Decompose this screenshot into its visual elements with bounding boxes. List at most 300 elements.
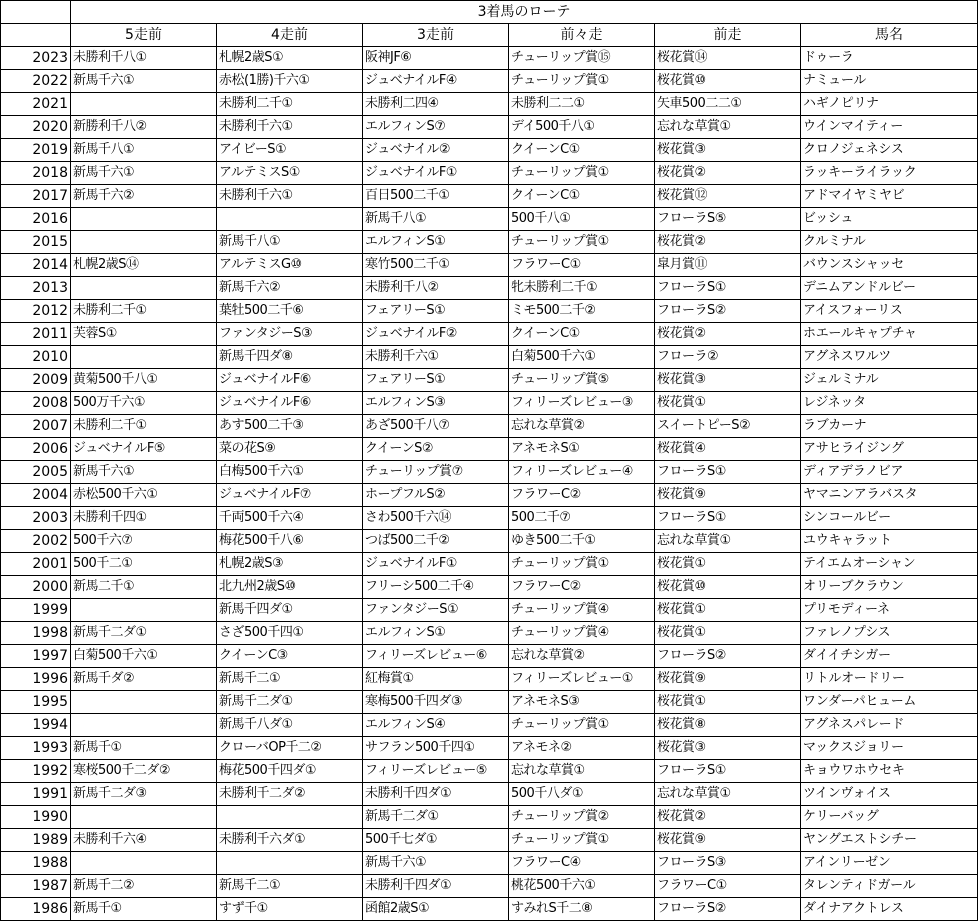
race-cell[interactable]: フラワーC② (509, 576, 655, 599)
year-cell[interactable]: 2020 (1, 116, 71, 139)
horse-name-cell[interactable]: ホエールキャプチャ (801, 323, 978, 346)
race-cell[interactable]: 札幌2歳S① (217, 47, 363, 70)
race-cell[interactable]: フローラS② (655, 898, 801, 921)
horse-name-cell[interactable]: プリモディーネ (801, 599, 978, 622)
race-cell[interactable]: 忘れな草賞① (655, 530, 801, 553)
race-cell[interactable]: ジュベナイルF⑦ (217, 484, 363, 507)
year-cell[interactable]: 2010 (1, 346, 71, 369)
table-row (1, 507, 978, 530)
race-cell[interactable]: クイーンS② (363, 438, 509, 461)
column-header[interactable]: 5走前 (71, 24, 217, 47)
race-cell[interactable]: 桜花賞① (655, 622, 801, 645)
year-cell[interactable]: 1997 (1, 645, 71, 668)
horse-name-cell[interactable]: ケリーバッグ (801, 806, 978, 829)
year-cell[interactable]: 2005 (1, 461, 71, 484)
race-cell[interactable]: 未勝利千六① (217, 185, 363, 208)
horse-name-cell[interactable]: ラッキーライラック (801, 162, 978, 185)
race-cell[interactable]: 未勝利二四④ (363, 93, 509, 116)
race-cell[interactable]: 桜花賞⑩ (655, 70, 801, 93)
race-cell[interactable]: チューリップ賞① (509, 553, 655, 576)
race-cell[interactable]: 白菊500千六① (71, 645, 217, 668)
race-cell[interactable]: 紅梅賞① (363, 668, 509, 691)
table-row (1, 208, 978, 231)
race-cell[interactable]: すず千① (217, 898, 363, 921)
year-cell[interactable]: 2006 (1, 438, 71, 461)
race-cell[interactable]: 桜花賞① (655, 599, 801, 622)
year-cell[interactable]: 2000 (1, 576, 71, 599)
year-cell[interactable]: 1993 (1, 737, 71, 760)
race-cell[interactable] (71, 806, 217, 829)
race-cell[interactable]: 黄菊500千八① (71, 369, 217, 392)
race-cell[interactable]: 白梅500千六① (217, 461, 363, 484)
horse-name-cell[interactable]: クルミナル (801, 231, 978, 254)
table-row (1, 668, 978, 691)
race-cell[interactable]: 新馬千八① (71, 139, 217, 162)
race-cell[interactable]: 新勝利千八② (71, 116, 217, 139)
race-cell[interactable]: アルテミスG⑩ (217, 254, 363, 277)
race-cell[interactable]: 寒竹500二千① (363, 254, 509, 277)
race-cell[interactable]: 皐月賞⑪ (655, 254, 801, 277)
year-cell[interactable]: 2017 (1, 185, 71, 208)
race-cell[interactable]: 千両500千六④ (217, 507, 363, 530)
race-cell[interactable]: 未勝利千六④ (71, 829, 217, 852)
race-cell[interactable]: デイ500千八① (509, 116, 655, 139)
race-cell[interactable]: 新馬千二ダ① (71, 622, 217, 645)
race-cell[interactable]: 桜花賞② (655, 806, 801, 829)
year-cell[interactable]: 1995 (1, 691, 71, 714)
race-cell[interactable]: あす500二千③ (217, 415, 363, 438)
race-cell[interactable]: 寒梅500千四ダ③ (363, 691, 509, 714)
race-cell[interactable]: フィリーズレビュー⑤ (363, 760, 509, 783)
year-cell[interactable]: 1991 (1, 783, 71, 806)
race-cell[interactable]: 新馬千六② (71, 185, 217, 208)
race-cell[interactable]: あざ500千八⑦ (363, 415, 509, 438)
race-cell[interactable]: 桜花賞③ (655, 737, 801, 760)
race-cell[interactable]: フローラS① (655, 507, 801, 530)
race-cell[interactable]: 新馬千六① (71, 461, 217, 484)
year-cell[interactable]: 2003 (1, 507, 71, 530)
race-cell[interactable]: 桜花賞⑧ (655, 714, 801, 737)
race-cell[interactable]: 新馬千八① (217, 231, 363, 254)
race-cell[interactable]: 忘れな草賞② (509, 645, 655, 668)
race-cell[interactable]: ジュベナイルF① (363, 553, 509, 576)
year-cell[interactable]: 2004 (1, 484, 71, 507)
race-cell[interactable]: ジュベナイルF⑥ (217, 369, 363, 392)
year-cell[interactable]: 2012 (1, 300, 71, 323)
horse-name-cell[interactable]: ナミュール (801, 70, 978, 93)
race-cell[interactable]: 桜花賞① (655, 691, 801, 714)
race-cell[interactable] (217, 806, 363, 829)
race-cell[interactable]: フリーシ500二千④ (363, 576, 509, 599)
horse-name-cell[interactable]: レジネッタ (801, 392, 978, 415)
year-cell[interactable]: 1987 (1, 875, 71, 898)
horse-name-cell[interactable]: ヤングエストシチー (801, 829, 978, 852)
race-cell[interactable]: さざ500千四① (217, 622, 363, 645)
year-cell[interactable]: 2019 (1, 139, 71, 162)
race-cell[interactable]: 芙蓉S① (71, 323, 217, 346)
horse-name-cell[interactable]: ユウキャラット (801, 530, 978, 553)
race-cell[interactable]: フローラS① (655, 760, 801, 783)
race-cell[interactable]: 新馬千① (71, 898, 217, 921)
column-header[interactable]: 馬名 (801, 24, 978, 47)
table-row (1, 438, 978, 461)
race-cell[interactable]: 未勝利二千① (71, 415, 217, 438)
race-cell[interactable]: クイーンC① (509, 185, 655, 208)
horse-name-cell[interactable]: アグネスパレード (801, 714, 978, 737)
horse-name-cell[interactable]: ラブカーナ (801, 415, 978, 438)
race-cell[interactable]: 葉牡500二千⑥ (217, 300, 363, 323)
race-cell[interactable]: フィリーズレビュー④ (509, 461, 655, 484)
race-cell[interactable]: 忘れな草賞① (655, 783, 801, 806)
table-row (1, 576, 978, 599)
race-cell[interactable]: 新馬千二ダ③ (71, 783, 217, 806)
race-cell[interactable]: 菜の花S⑨ (217, 438, 363, 461)
horse-name-cell[interactable]: タレンティドガール (801, 875, 978, 898)
race-cell[interactable]: ゆき500二千① (509, 530, 655, 553)
table-row (1, 737, 978, 760)
year-cell[interactable]: 1992 (1, 760, 71, 783)
horse-name-cell[interactable]: ウインマイティー (801, 116, 978, 139)
race-cell[interactable]: 未勝利二千① (217, 93, 363, 116)
race-cell[interactable]: 新馬千四ダ① (217, 599, 363, 622)
race-cell[interactable]: 矢車500二二① (655, 93, 801, 116)
year-cell[interactable]: 1990 (1, 806, 71, 829)
table-row (1, 461, 978, 484)
race-cell[interactable]: 新馬千八ダ① (217, 714, 363, 737)
race-cell[interactable] (71, 208, 217, 231)
race-cell[interactable]: クイーンC① (509, 139, 655, 162)
race-cell[interactable]: 桜花賞⑨ (655, 668, 801, 691)
race-cell[interactable]: 桃花500千六① (509, 875, 655, 898)
race-cell[interactable]: 阪神JF⑥ (363, 47, 509, 70)
race-cell[interactable]: 忘れな草賞② (509, 415, 655, 438)
horse-name-cell[interactable]: バウンスシャッセ (801, 254, 978, 277)
horse-name-cell[interactable]: アサヒライジング (801, 438, 978, 461)
race-cell[interactable]: フラワーC② (509, 484, 655, 507)
race-cell[interactable]: アイビーS① (217, 139, 363, 162)
year-header-cell[interactable] (1, 24, 71, 47)
horse-name-cell[interactable]: アグネスワルツ (801, 346, 978, 369)
race-cell[interactable]: エルフィンS④ (363, 714, 509, 737)
race-cell[interactable]: 赤松500千六① (71, 484, 217, 507)
race-cell[interactable]: 新馬千二ダ① (363, 806, 509, 829)
race-cell[interactable]: エルフィンS① (363, 622, 509, 645)
race-cell[interactable]: ジュベナイルF④ (363, 70, 509, 93)
race-cell[interactable]: 忘れな草賞① (655, 116, 801, 139)
race-cell[interactable]: 札幌2歳S⑭ (71, 254, 217, 277)
race-cell[interactable]: 桜花賞① (655, 553, 801, 576)
horse-name-cell[interactable]: クロノジェネシス (801, 139, 978, 162)
race-cell[interactable] (217, 208, 363, 231)
race-cell[interactable]: チューリップ賞① (509, 829, 655, 852)
race-cell[interactable]: 桜花賞⑫ (655, 185, 801, 208)
race-cell[interactable]: 未勝利千四① (71, 507, 217, 530)
race-cell[interactable]: フィリーズレビュー⑥ (363, 645, 509, 668)
race-cell[interactable]: フィリーズレビュー③ (509, 392, 655, 415)
race-cell[interactable]: 未勝利千四ダ① (363, 783, 509, 806)
year-cell[interactable]: 2015 (1, 231, 71, 254)
race-cell[interactable]: 未勝利千六① (363, 346, 509, 369)
race-cell[interactable] (71, 93, 217, 116)
year-cell[interactable]: 2018 (1, 162, 71, 185)
race-cell[interactable]: 桜花賞⑨ (655, 829, 801, 852)
race-cell[interactable]: フローラS② (655, 300, 801, 323)
race-cell[interactable]: アネモネS③ (509, 691, 655, 714)
race-cell[interactable]: フローラS③ (655, 852, 801, 875)
race-cell[interactable]: チューリップ賞⑦ (363, 461, 509, 484)
race-cell[interactable]: 桜花賞④ (655, 438, 801, 461)
race-cell[interactable]: 500千八ダ① (509, 783, 655, 806)
race-cell[interactable]: 寒桜500千二ダ② (71, 760, 217, 783)
race-cell[interactable]: さわ500千六⑭ (363, 507, 509, 530)
year-cell[interactable]: 2008 (1, 392, 71, 415)
race-cell[interactable]: 桜花賞② (655, 162, 801, 185)
race-cell[interactable]: フラワーC① (655, 875, 801, 898)
race-cell[interactable]: 新馬千四ダ⑧ (217, 346, 363, 369)
race-cell[interactable]: ミモ500二千② (509, 300, 655, 323)
year-cell[interactable]: 2001 (1, 553, 71, 576)
race-cell[interactable]: 新馬千二ダ① (217, 691, 363, 714)
race-cell[interactable]: 桜花賞③ (655, 139, 801, 162)
column-header[interactable]: 4走前 (217, 24, 363, 47)
table-row (1, 70, 978, 93)
horse-name-cell[interactable]: オリーブクラウン (801, 576, 978, 599)
race-cell[interactable]: 新馬千六① (363, 852, 509, 875)
year-cell[interactable]: 1996 (1, 668, 71, 691)
race-cell[interactable]: 白菊500千六① (509, 346, 655, 369)
horse-name-cell[interactable]: テイエムオーシャン (801, 553, 978, 576)
year-cell[interactable]: 1989 (1, 829, 71, 852)
race-cell[interactable]: エルフィンS③ (363, 392, 509, 415)
race-cell[interactable]: ジュベナイル② (363, 139, 509, 162)
race-cell[interactable]: ジュベナイルF① (363, 162, 509, 185)
race-cell[interactable] (71, 691, 217, 714)
race-cell[interactable]: エルフィンS⑦ (363, 116, 509, 139)
race-cell[interactable]: 未勝利千六ダ① (217, 829, 363, 852)
race-cell[interactable]: フローラS② (655, 645, 801, 668)
race-cell[interactable]: フローラS① (655, 461, 801, 484)
year-cell[interactable]: 1998 (1, 622, 71, 645)
table-row (1, 93, 978, 116)
race-cell[interactable]: 忘れな草賞① (509, 760, 655, 783)
race-cell[interactable]: 未勝利二千① (71, 300, 217, 323)
race-cell[interactable]: ジュベナイルF② (363, 323, 509, 346)
race-cell[interactable]: 牝未勝利二千① (509, 277, 655, 300)
year-cell[interactable]: 2016 (1, 208, 71, 231)
race-cell[interactable]: 500千二① (71, 553, 217, 576)
table-row (1, 783, 978, 806)
table-row (1, 760, 978, 783)
race-cell[interactable]: 梅花500千八⑥ (217, 530, 363, 553)
table-row (1, 829, 978, 852)
year-cell[interactable]: 1994 (1, 714, 71, 737)
race-cell[interactable]: クイーンC① (509, 323, 655, 346)
race-cell[interactable]: チューリップ賞① (509, 714, 655, 737)
race-cell[interactable]: フィリーズレビュー① (509, 668, 655, 691)
race-cell[interactable]: エルフィンS① (363, 231, 509, 254)
race-cell[interactable] (71, 852, 217, 875)
horse-name-cell[interactable]: リトルオードリー (801, 668, 978, 691)
race-cell[interactable]: クイーンC③ (217, 645, 363, 668)
year-cell[interactable]: 2009 (1, 369, 71, 392)
race-cell[interactable]: 500千六⑦ (71, 530, 217, 553)
table-row (1, 875, 978, 898)
horse-name-cell[interactable]: ビッシュ (801, 208, 978, 231)
race-cell[interactable] (217, 852, 363, 875)
race-cell[interactable]: 500万千六① (71, 392, 217, 415)
race-cell[interactable]: スイートピーS② (655, 415, 801, 438)
race-cell[interactable]: ファンタジーS③ (217, 323, 363, 346)
table-title[interactable]: 3着馬のローテ (71, 1, 978, 24)
year-cell[interactable]: 2021 (1, 93, 71, 116)
race-cell[interactable]: 赤松(1勝)千六① (217, 70, 363, 93)
race-cell[interactable]: チューリップ賞⑮ (509, 47, 655, 70)
table-row (1, 346, 978, 369)
race-cell[interactable] (71, 231, 217, 254)
race-cell[interactable]: 北九州2歳S⑩ (217, 576, 363, 599)
race-cell[interactable] (71, 714, 217, 737)
race-cell[interactable]: 桜花賞② (655, 231, 801, 254)
year-cell[interactable]: 2023 (1, 47, 71, 70)
race-cell[interactable]: フローラ② (655, 346, 801, 369)
table-row (1, 714, 978, 737)
race-cell[interactable]: クローバOP千二② (217, 737, 363, 760)
race-cell[interactable]: ジュベナイルF⑥ (217, 392, 363, 415)
horse-name-cell[interactable]: ダイナアクトレス (801, 898, 978, 921)
race-cell[interactable]: チューリップ賞④ (509, 599, 655, 622)
race-cell[interactable]: ホープフルS② (363, 484, 509, 507)
race-cell[interactable] (71, 277, 217, 300)
race-cell[interactable]: フラワーC④ (509, 852, 655, 875)
race-cell[interactable]: チューリップ賞⑤ (509, 369, 655, 392)
horse-name-cell[interactable]: デニムアンドルビー (801, 277, 978, 300)
horse-name-cell[interactable]: ツインヴォイス (801, 783, 978, 806)
race-cell[interactable]: ファンタジーS① (363, 599, 509, 622)
year-cell[interactable]: 2013 (1, 277, 71, 300)
race-cell[interactable]: チューリップ賞② (509, 806, 655, 829)
race-cell[interactable]: サフラン500千四① (363, 737, 509, 760)
table-row (1, 392, 978, 415)
year-cell[interactable]: 2011 (1, 323, 71, 346)
race-cell[interactable]: アネモネS① (509, 438, 655, 461)
table-body (1, 47, 978, 921)
race-cell[interactable]: 桜花賞⑩ (655, 576, 801, 599)
race-cell[interactable]: チューリップ賞① (509, 231, 655, 254)
race-cell[interactable]: チューリップ賞① (509, 70, 655, 93)
race-cell[interactable]: 新馬千二① (217, 668, 363, 691)
table-row (1, 116, 978, 139)
race-cell[interactable]: 新馬千八① (363, 208, 509, 231)
year-cell[interactable]: 2022 (1, 70, 71, 93)
race-cell[interactable]: 新馬千二② (71, 875, 217, 898)
horse-name-cell[interactable]: アイスフォーリス (801, 300, 978, 323)
race-cell[interactable]: 桜花賞⑭ (655, 47, 801, 70)
race-cell[interactable]: 梅花500千四ダ① (217, 760, 363, 783)
race-cell[interactable]: 函館2歳S① (363, 898, 509, 921)
race-cell[interactable]: 百日500二千① (363, 185, 509, 208)
race-cell[interactable]: 未勝利千四ダ① (363, 875, 509, 898)
table-row (1, 231, 978, 254)
table-row (1, 599, 978, 622)
race-cell[interactable]: つば500二千② (363, 530, 509, 553)
race-cell[interactable]: ジュベナイルF⑤ (71, 438, 217, 461)
corner-cell[interactable] (1, 1, 71, 24)
horse-name-cell[interactable]: シンコールビー (801, 507, 978, 530)
column-header[interactable]: 3走前 (363, 24, 509, 47)
race-cell[interactable]: 桜花賞② (655, 323, 801, 346)
race-cell[interactable] (71, 599, 217, 622)
race-cell[interactable]: 未勝利千六① (217, 116, 363, 139)
column-header[interactable]: 前走 (655, 24, 801, 47)
race-cell[interactable]: アネモネ② (509, 737, 655, 760)
horse-name-cell[interactable]: アインリーゼン (801, 852, 978, 875)
race-cell[interactable]: フラワーC① (509, 254, 655, 277)
race-cell[interactable] (71, 346, 217, 369)
horse-name-cell[interactable]: ワンダーパヒューム (801, 691, 978, 714)
horse-name-cell[interactable]: ジェルミナル (801, 369, 978, 392)
race-cell[interactable]: 新馬千六② (217, 277, 363, 300)
horse-name-cell[interactable]: マックスジョリー (801, 737, 978, 760)
year-cell[interactable]: 1988 (1, 852, 71, 875)
horse-name-cell[interactable]: キョウワホウセキ (801, 760, 978, 783)
horse-name-cell[interactable]: ファレノプシス (801, 622, 978, 645)
race-cell[interactable]: チューリップ賞① (509, 162, 655, 185)
race-cell[interactable]: 未勝利千二ダ② (217, 783, 363, 806)
race-cell[interactable]: 新馬千ダ② (71, 668, 217, 691)
year-cell[interactable]: 1999 (1, 599, 71, 622)
title-row (1, 1, 978, 24)
horse-name-cell[interactable]: ダイイチシガー (801, 645, 978, 668)
race-cell[interactable]: すみれS千二⑧ (509, 898, 655, 921)
race-cell[interactable]: フェアリーS① (363, 300, 509, 323)
race-cell[interactable]: フェアリーS① (363, 369, 509, 392)
race-cell[interactable]: 500千七ダ① (363, 829, 509, 852)
race-cell[interactable]: 新馬千① (71, 737, 217, 760)
race-cell[interactable]: フローラS① (655, 277, 801, 300)
horse-name-cell[interactable]: アドマイヤミヤビ (801, 185, 978, 208)
horse-name-cell[interactable]: ドゥーラ (801, 47, 978, 70)
year-cell[interactable]: 2014 (1, 254, 71, 277)
race-cell[interactable]: 未勝利千八② (363, 277, 509, 300)
race-cell[interactable]: チューリップ賞④ (509, 622, 655, 645)
race-cell[interactable]: 新馬二千① (71, 576, 217, 599)
race-cell[interactable]: 500二千⑦ (509, 507, 655, 530)
race-cell[interactable]: 未勝利二二① (509, 93, 655, 116)
race-cell[interactable]: 新馬千二① (217, 875, 363, 898)
race-cell[interactable]: 桜花賞③ (655, 369, 801, 392)
table-row (1, 47, 978, 70)
race-cell[interactable]: 500千八① (509, 208, 655, 231)
year-cell[interactable]: 2002 (1, 530, 71, 553)
table-row (1, 622, 978, 645)
race-cell[interactable]: アルテミスS① (217, 162, 363, 185)
race-cell[interactable]: 新馬千六① (71, 162, 217, 185)
year-cell[interactable]: 1986 (1, 898, 71, 921)
race-cell[interactable]: 新馬千六① (71, 70, 217, 93)
horse-name-cell[interactable]: ヤマニンアラバスタ (801, 484, 978, 507)
column-header[interactable]: 前々走 (509, 24, 655, 47)
race-cell[interactable]: 桜花賞⑨ (655, 484, 801, 507)
race-cell[interactable]: 札幌2歳S③ (217, 553, 363, 576)
race-cell[interactable]: フローラS⑤ (655, 208, 801, 231)
horse-name-cell[interactable]: ディアデラノビア (801, 461, 978, 484)
race-cell[interactable]: 未勝利千八① (71, 47, 217, 70)
table-row (1, 806, 978, 829)
horse-name-cell[interactable]: ハギノピリナ (801, 93, 978, 116)
table-row (1, 185, 978, 208)
race-cell[interactable]: 桜花賞① (655, 392, 801, 415)
year-cell[interactable]: 2007 (1, 415, 71, 438)
